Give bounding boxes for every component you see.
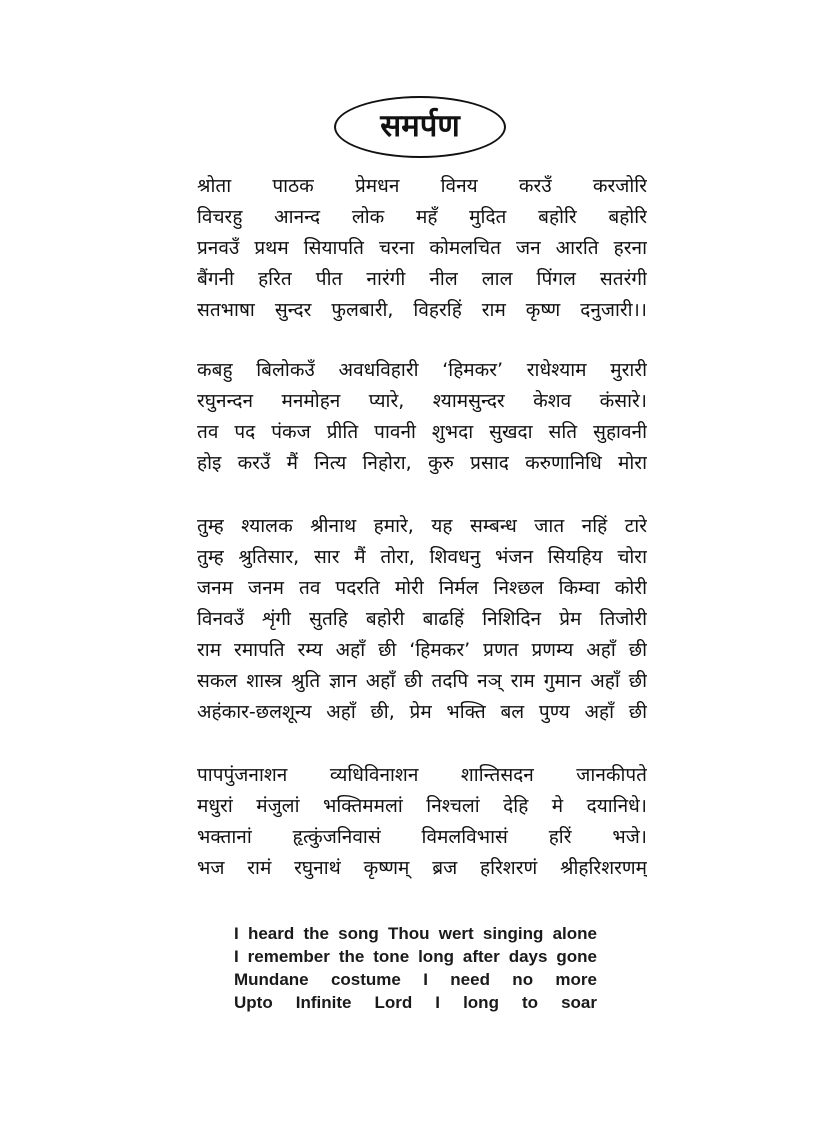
verse-line: रघुनन्दन मनमोहन प्यारे, श्यामसुन्दर केशव कंसारे। <box>197 390 647 412</box>
english-line: Upto Infinite Lord I long to soar <box>234 993 597 1012</box>
verse-line: तुम्ह श्यालक श्रीनाथ हमारे, यह सम्बन्ध जात नहिं टारे <box>197 515 647 537</box>
english-stanza <box>234 922 597 1014</box>
verse-line: भक्तानां हृत्कुंजनिवासं विमलविभासं हरिं भजे। <box>197 826 647 848</box>
verse-line: भज रामं रघुनाथं कृष्णम् ब्रज हरिशरणं श्रीहरिशरणम् <box>197 857 647 879</box>
stanza-3 <box>197 511 647 728</box>
page-title: समर्पण <box>380 107 460 144</box>
verse-line: राम रमापति रम्य अहाँ छी ‘हिमकर’ प्रणत प्रणम्य अहाँ छी <box>197 639 647 661</box>
verse-line: जनम जनम तव पदरति मोरी निर्मल निश्छल किम्वा कोरी <box>197 577 647 599</box>
verse-line: तव पद पंकज प्रीति पावनी शुभदा सुखदा सति सुहावनी <box>197 421 647 443</box>
stanza-2 <box>197 355 647 479</box>
verse-line: बैंगनी हरित पीत नारंगी नील लाल पिंगल सतरंगी <box>197 268 647 290</box>
stanza-4 <box>197 760 647 884</box>
verse-line: कबहु बिलोकउँ अवधविहारी ‘हिमकर’ राधेश्याम मुरारी <box>197 359 647 381</box>
title-oval <box>334 96 506 158</box>
stanza-1 <box>197 171 647 326</box>
verse-line: विनवउँ शृंगी सुतहि बहोरी बाढहिं निशिदिन प्रेम तिजोरी <box>197 608 647 630</box>
english-line: I heard the song Thou wert singing alone <box>234 924 597 943</box>
verse-line: सतभाषा सुन्दर फुलबारी, विहरहिं राम कृष्ण दनुजारी।। <box>197 299 647 321</box>
english-line: Mundane costume I need no more <box>234 970 597 989</box>
verse-line: मधुरां मंजुलां भक्तिममलां निश्चलां देहि मे दयानिधे। <box>197 795 647 817</box>
verse-line: अहंकार-छलशून्य अहाँ छी, प्रेम भक्ति बल पुण्य अहाँ छी <box>197 701 647 723</box>
verse-line: पापपुंजनाशन व्यधिविनाशन शान्तिसदन जानकीपते <box>197 764 647 786</box>
verse-line: विचरहु आनन्द लोक महँ मुदित बहोरि बहोरि <box>197 206 647 228</box>
verse-line: होइ करउँ मैं नित्य निहोरा, कुरु प्रसाद करुणानिधि मोरा <box>197 452 647 474</box>
verse-line: सकल शास्त्र श्रुति ज्ञान अहाँ छी तदपि नञ् राम गुमान अहाँ छी <box>197 670 647 692</box>
english-line: I remember the tone long after days gone <box>234 947 597 966</box>
verse-line: प्रनवउँ प्रथम सियापति चरना कोमलचित जन आरति हरना <box>197 237 647 259</box>
verse-line: श्रोता पाठक प्रेमधन विनय करउँ करजोरि <box>197 175 647 197</box>
verse-line: तुम्ह श्रुतिसार, सार मैं तोरा, शिवधनु भंजन सियहिय चोरा <box>197 546 647 568</box>
